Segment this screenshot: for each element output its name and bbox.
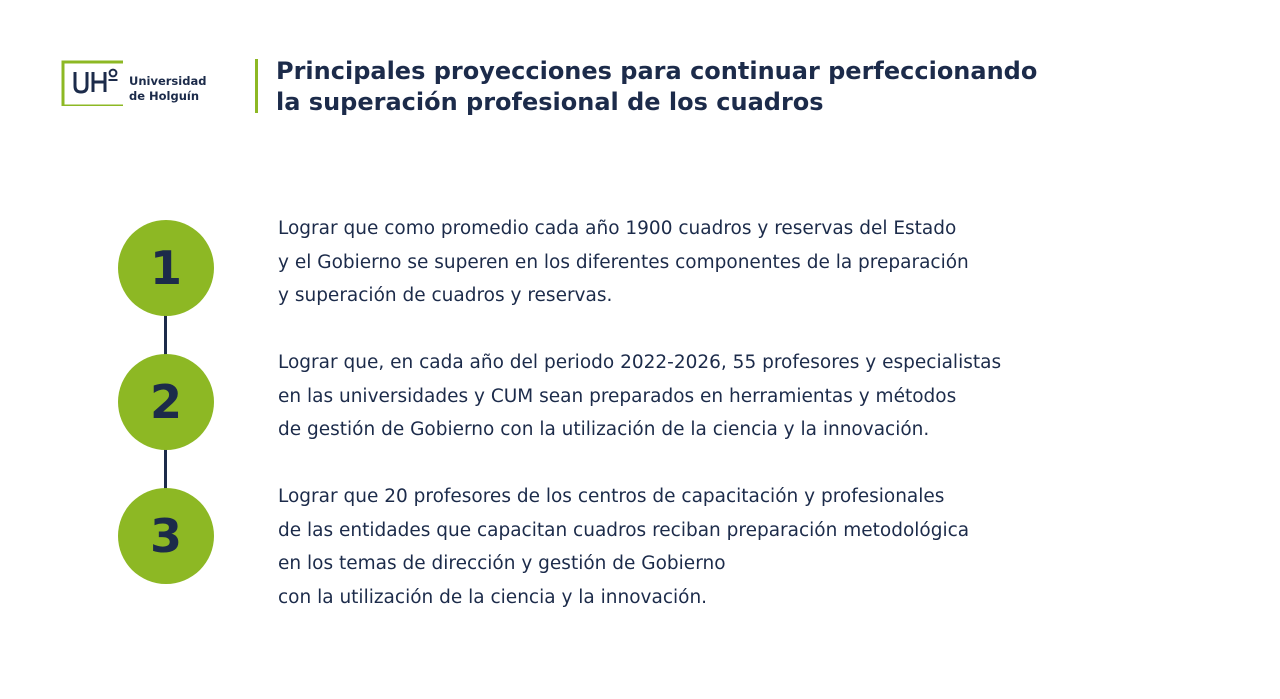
university-logo bbox=[61, 60, 206, 104]
page-title bbox=[276, 56, 1037, 118]
step-1-line-2: y el Gobierno se superen en los diferentes componentes de la preparación bbox=[278, 251, 969, 273]
step-3-line-4: con la utilización de la ciencia y la innovación. bbox=[278, 586, 708, 608]
university-name bbox=[129, 74, 206, 104]
step-number-badge-3: 3 bbox=[118, 488, 214, 584]
uh-logo-icon bbox=[61, 60, 123, 106]
uh-logo-mark bbox=[61, 60, 123, 104]
university-name-line1: Universidad bbox=[129, 74, 207, 88]
page-title-line1: Principales proyecciones para continuar perfeccionando bbox=[276, 57, 1038, 85]
university-name-line2: de Holguín bbox=[129, 89, 200, 103]
page-title-line2: la superación profesional de los cuadros bbox=[276, 88, 824, 116]
step-3-line-1: Lograr que 20 profesores de los centros de capacitación y profesionales bbox=[278, 486, 945, 507]
header-divider bbox=[255, 59, 258, 113]
step-connector-1-2 bbox=[164, 312, 167, 358]
step-2-line-3: de gestión de Gobierno con la utilización de la ciencia y la innovación. bbox=[278, 419, 930, 440]
step-2-line-1: Lograr que, en cada año del periodo 2022-2026, 55 profesores y especialistas bbox=[278, 352, 1002, 373]
step-description-2 bbox=[278, 346, 1001, 447]
step-description-3 bbox=[278, 480, 969, 614]
step-description-1 bbox=[278, 212, 969, 313]
step-connector-2-3 bbox=[164, 446, 167, 492]
step-number-badge-1: 1 bbox=[118, 220, 214, 316]
step-3-line-2: de las entidades que capacitan cuadros reciban preparación metodológica bbox=[278, 519, 970, 541]
step-2-line-2: en las universidades y CUM sean preparados en herramientas y métodos bbox=[278, 385, 957, 407]
step-1-line-3: y superación de cuadros y reservas. bbox=[278, 285, 613, 306]
step-1-line-1: Lograr que como promedio cada año 1900 cuadros y reservas del Estado bbox=[278, 218, 957, 239]
step-number-badge-2: 2 bbox=[118, 354, 214, 450]
step-3-line-3: en los temas de dirección y gestión de Gobierno bbox=[278, 553, 726, 574]
